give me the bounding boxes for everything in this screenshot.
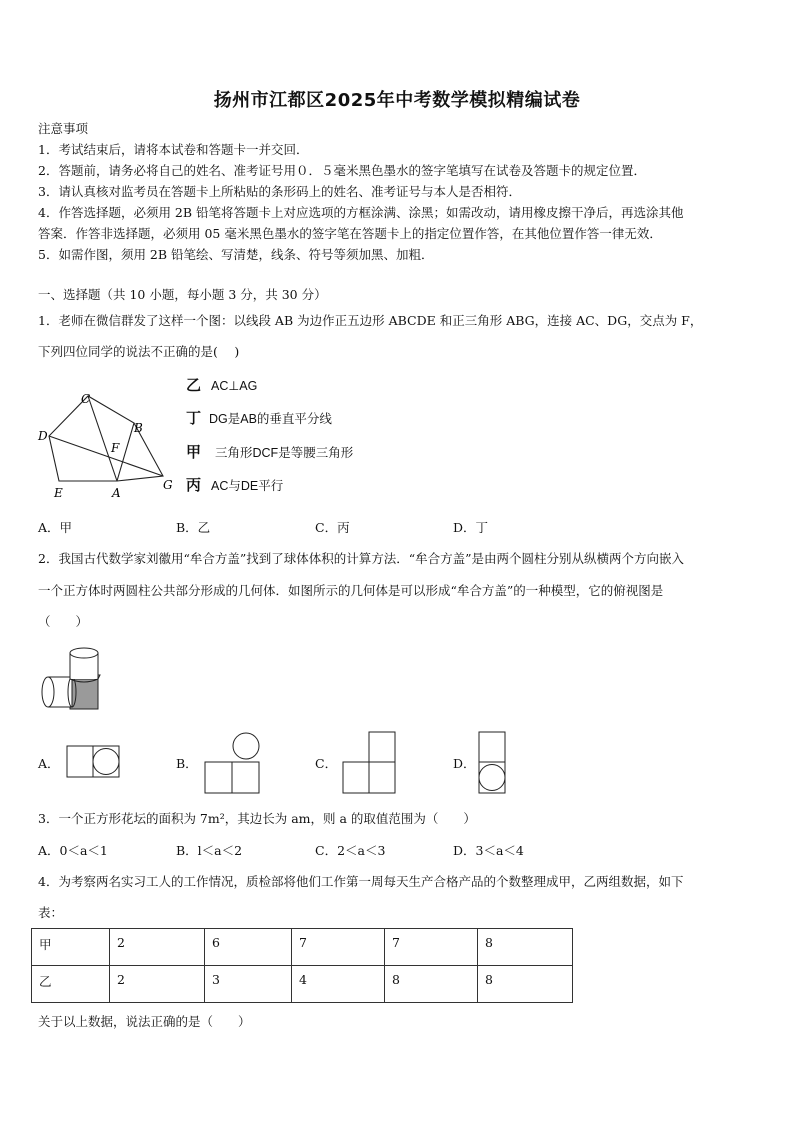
table-cell: 4 (292, 966, 385, 1003)
q1-option-b[interactable]: B．乙 (176, 520, 211, 535)
q2-option-d-figure (477, 730, 507, 794)
table-cell: 2 (110, 929, 205, 966)
label-E: E (54, 486, 63, 500)
q2-text: （ ） (38, 614, 89, 629)
notice-item: 答案．作答非选择题，必须用 05 毫米黑色墨水的签字笔在答题卡上的指定位置作答，在其他位置作答一律无效． (38, 226, 662, 241)
notice-heading: 注意事项 (38, 121, 89, 136)
statement-text: AC⊥AG (211, 379, 258, 393)
section-heading: 一、选择题（共 10 小题，每小题 3 分，共 30 分） (38, 287, 327, 302)
label-F: F (111, 441, 120, 455)
label-C: C (81, 392, 91, 406)
table-row (32, 966, 573, 1003)
q2-option-b-figure (203, 730, 261, 794)
label-G: G (163, 478, 173, 492)
table-cell: 8 (478, 966, 573, 1003)
q2-option-d[interactable]: D． (453, 756, 476, 771)
statement (186, 407, 332, 428)
page-title: 扬州市江都区2025年中考数学模拟精编试卷 (213, 90, 581, 111)
table-cell: 甲 (32, 929, 110, 966)
q1-option-d[interactable]: D．丁 (453, 520, 489, 535)
table-cell: 6 (205, 929, 292, 966)
label-D: D (38, 429, 48, 443)
notice-item: 3．请认真核对监考员在答题卡上所粘贴的条形码上的姓名、准考证号与本人是否相符． (38, 184, 521, 199)
statement-text: AC与DE平行 (211, 479, 284, 493)
q4-data-table (31, 928, 573, 1003)
table-cell: 7 (385, 929, 478, 966)
q1-option-a[interactable]: A．甲 (38, 520, 73, 535)
notice-item: 1．考试结束后，请将本试卷和答题卡一并交回． (38, 142, 309, 157)
q2-option-c[interactable]: C． (315, 756, 338, 771)
table-cell: 8 (478, 929, 573, 966)
q2-option-c-figure (341, 730, 399, 794)
q1-option-c[interactable]: C．丙 (315, 520, 350, 535)
statement-text: DG是AB的垂直平分线 (209, 412, 332, 426)
label-B: B (134, 421, 143, 435)
table-cell: 乙 (32, 966, 110, 1003)
table-cell: 8 (385, 966, 478, 1003)
cylinder-cube-model (38, 643, 104, 713)
q2-option-b[interactable]: B． (176, 756, 198, 771)
notice-item: 2．答题前，请务必将自己的姓名、准考证号用０．５毫米黑色墨水的签字笔填写在试卷及答题卡的规定位置． (38, 163, 646, 178)
notice-item: 5．如需作图，须用 2B 铅笔绘、写清楚，线条、符号等须加黑、加粗． (38, 247, 434, 262)
pentagon-triangle-figure (30, 385, 180, 505)
statement-text: 三角形DCF是等腰三角形 (215, 446, 354, 460)
label-A: A (112, 486, 121, 500)
q2-text: 2．我国古代数学家刘徽用“牟合方盖”找到了球体体积的计算方法．“牟合方盖”是由两个圆柱分别从纵横两个方向嵌入 (38, 551, 685, 566)
table-row (32, 929, 573, 966)
q1-text: 下列四位同学的说法不正确的是( ) (38, 344, 240, 359)
q3-option-c[interactable]: C．2＜a＜3 (315, 843, 386, 858)
table-cell: 7 (292, 929, 385, 966)
notice-item: 4．作答选择题，必须用 2B 铅笔将答题卡上对应选项的方框涂满、涂黑；如需改动，请用橡皮擦干净后，再选涂其他 (38, 205, 684, 220)
statement-speaker: 乙 (186, 376, 202, 394)
q4-followup: 关于以上数据，说法正确的是（ ） (38, 1014, 251, 1029)
q3-option-d[interactable]: D．3＜a＜4 (453, 843, 524, 858)
table-cell: 2 (110, 966, 205, 1003)
statement (186, 374, 257, 395)
statement (186, 474, 283, 495)
statement-speaker: 丙 (186, 476, 202, 494)
q1-text: 1．老师在微信群发了这样一个图：以线段 AB 为边作正五边形 ABCDE 和正三角形 ABG，连接 AC、DG，交点为 F， (38, 313, 703, 328)
q2-option-a-figure (66, 744, 122, 780)
statement-speaker: 丁 (186, 409, 202, 427)
statement-speaker: 甲 (186, 443, 202, 461)
q3-option-a[interactable]: A．0＜a＜1 (38, 843, 108, 858)
statement (186, 441, 353, 462)
q4-text: 表： (38, 905, 64, 920)
q3-option-b[interactable]: B．l＜a＜2 (176, 843, 243, 858)
q4-text: 4．为考察两名实习工人的工作情况，质检部将他们工作第一周每天生产合格产品的个数整理成甲，乙两组数据，如下 (38, 874, 684, 889)
q3-text: 3．一个正方形花坛的面积为 7m²，其边长为 am，则 a 的取值范围为（ ） (38, 811, 476, 826)
q2-text: 一个正方体时两圆柱公共部分形成的几何体．如图所示的几何体是可以形成“牟合方盖”的一种模型，它的俯视图是 (38, 583, 664, 598)
table-cell: 3 (205, 966, 292, 1003)
q2-option-a[interactable]: A． (38, 756, 60, 771)
